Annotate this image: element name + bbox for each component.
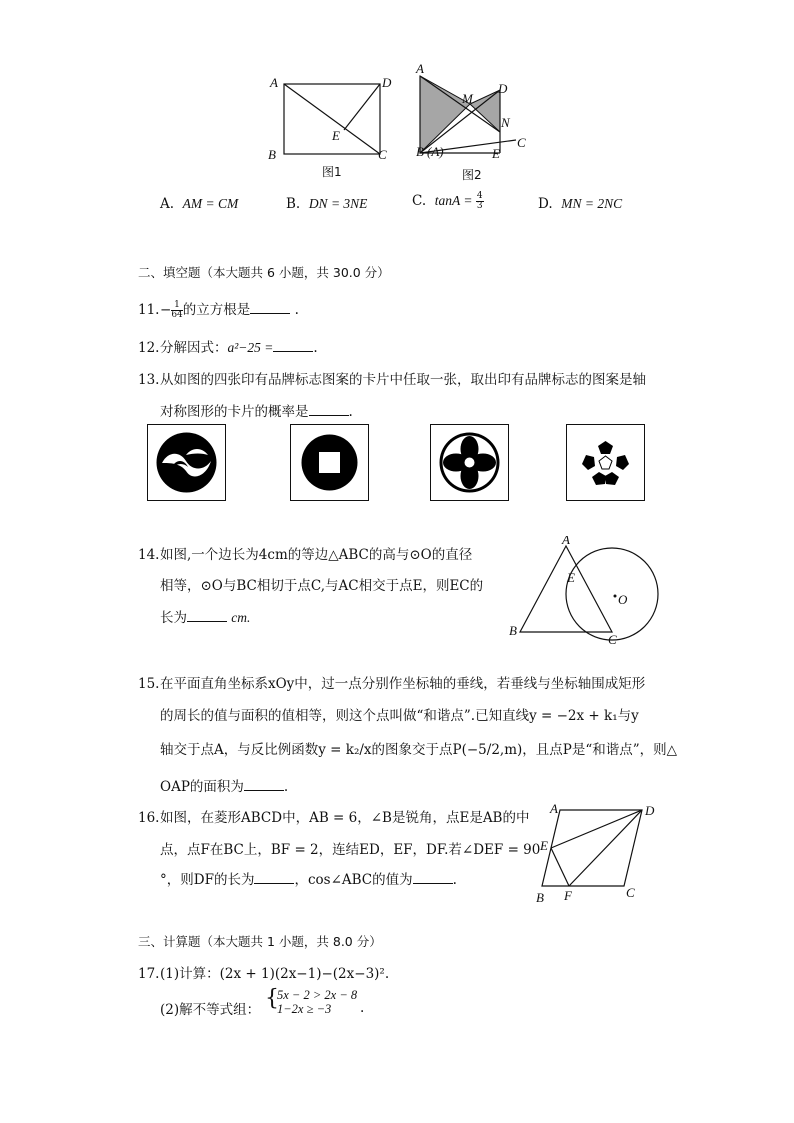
question-17-part2: (2)解不等式组： <box>160 1002 261 1018</box>
section-2-heading: 二、填空题（本大题共 6 小题，共 30.0 分） <box>138 265 390 280</box>
answer-blank <box>273 339 313 352</box>
q16-label-E: E <box>540 838 548 853</box>
inequality-2: 1−2x ≥ −3 <box>277 1002 332 1016</box>
question-13-line1: 13.从如图的四张印有品牌标志图案的卡片中任取一张，取出印有品牌标志的图案是轴 <box>138 372 646 388</box>
figure-q14 <box>504 536 664 646</box>
inequality-system <box>277 988 357 1016</box>
q14-label-B: B <box>509 623 517 638</box>
fig2-label-C: C <box>517 135 526 150</box>
logo-card-1 <box>147 424 226 501</box>
fig2-label-A: A <box>416 62 424 76</box>
q14-label-E: E <box>567 570 575 585</box>
question-11: 11.− $\frac{1}{64}$ 的立方根是 . <box>138 300 299 320</box>
answer-blank <box>254 871 294 884</box>
swirl-logo-icon <box>148 425 225 500</box>
question-14-line1: 14.如图,一个边长为4cm的等边△ABC的高与⊙O的直径 <box>138 547 473 563</box>
q17-end-period: . <box>360 1000 365 1016</box>
question-16-line2: 点，点F在BC上，BF = 2，连结ED，EF，DF.若∠DEF = 90 <box>160 842 541 858</box>
logo-card-2 <box>290 424 369 501</box>
q14-label-A: A <box>562 536 570 547</box>
logo-card-4 <box>566 424 645 501</box>
answer-blank <box>244 778 284 791</box>
q16-label-B: B <box>536 890 544 905</box>
answer-blank <box>187 609 227 622</box>
question-12: 12.分解因式：a²−25 = . <box>138 340 318 356</box>
choice-D: D. MN = 2NC <box>538 196 623 212</box>
figure-2 <box>410 62 535 184</box>
question-15-line1: 15.在平面直角坐标系xOy中，过一点分别作坐标轴的垂线，若垂线与坐标轴围成矩形 <box>138 676 646 692</box>
fig1-label-C: C <box>378 147 387 162</box>
choice-B: B. DN = 3NE <box>286 196 368 212</box>
question-16-line1: 16.如图，在菱形ABCD中，AB = 6，∠B是锐角，点E是AB的中 <box>138 810 530 826</box>
fig1-label-E: E <box>332 128 340 143</box>
fig2-label-N: N <box>501 115 510 130</box>
answer-blank <box>309 403 349 416</box>
q14-label-O: O <box>618 592 628 607</box>
q16-label-D: D <box>645 803 655 818</box>
fig1-label-B: B <box>268 147 276 162</box>
logo-card-3 <box>430 424 509 501</box>
fig1-caption: 图1 <box>322 165 342 179</box>
answer-blank <box>250 301 290 314</box>
pentagons-logo-icon <box>567 425 644 500</box>
answer-blank <box>413 871 453 884</box>
figure-1 <box>262 72 402 184</box>
q14-label-C: C <box>608 632 617 646</box>
fig2-label-M: M <box>462 91 473 106</box>
figure-q16 <box>530 800 665 908</box>
fig2-label-D: D <box>498 81 508 96</box>
q16-label-A: A <box>550 801 558 816</box>
question-13-line2: 对称图形的卡片的概率是 . <box>160 404 353 420</box>
q16-label-C: C <box>626 885 635 900</box>
coin-logo-icon <box>291 425 368 500</box>
question-14-line2: 相等，⊙O与BC相切于点C,与AC相交于点E，则EC的 <box>160 578 484 594</box>
left-brace: { <box>265 986 279 1011</box>
petals-logo-icon <box>431 425 508 500</box>
fig1-label-A: A <box>270 75 278 90</box>
fig2-label-B: B <box>416 144 424 159</box>
section-3-heading: 三、计算题（本大题共 1 小题，共 8.0 分） <box>138 934 382 949</box>
inequality-1: 5x − 2 > 2x − 8 <box>277 988 358 1002</box>
question-15-line3: 轴交于点A，与反比例函数y = k₂/x的图象交于点P(−5/2,m)，且点P是“和谐点”，则△ <box>160 742 678 758</box>
question-17-part1: 17.(1)计算：(2x + 1)(2x−1)−(2x−3)². <box>138 966 390 982</box>
choice-A: A. AM = CM <box>160 196 239 212</box>
question-14-line3: 长为 cm. <box>160 610 251 626</box>
question-16-line3: °，则DF的长为 ，cos∠ABC的值为 . <box>160 872 457 888</box>
fig2-label-BA: (A) <box>427 144 444 159</box>
question-15-line4: OAP的面积为 . <box>160 779 289 795</box>
fig2-caption: 图2 <box>462 168 482 182</box>
question-15-line2: 的周长的值与面积的值相等，则这个点叫做“和谐点”.已知直线y = −2x + k₁与y <box>160 708 639 724</box>
choice-C: C. tanA = $\frac{4}{3}$ <box>412 191 483 211</box>
q16-label-F: F <box>564 888 572 903</box>
fig2-label-E: E <box>492 146 500 161</box>
fig1-label-D: D <box>382 75 392 90</box>
